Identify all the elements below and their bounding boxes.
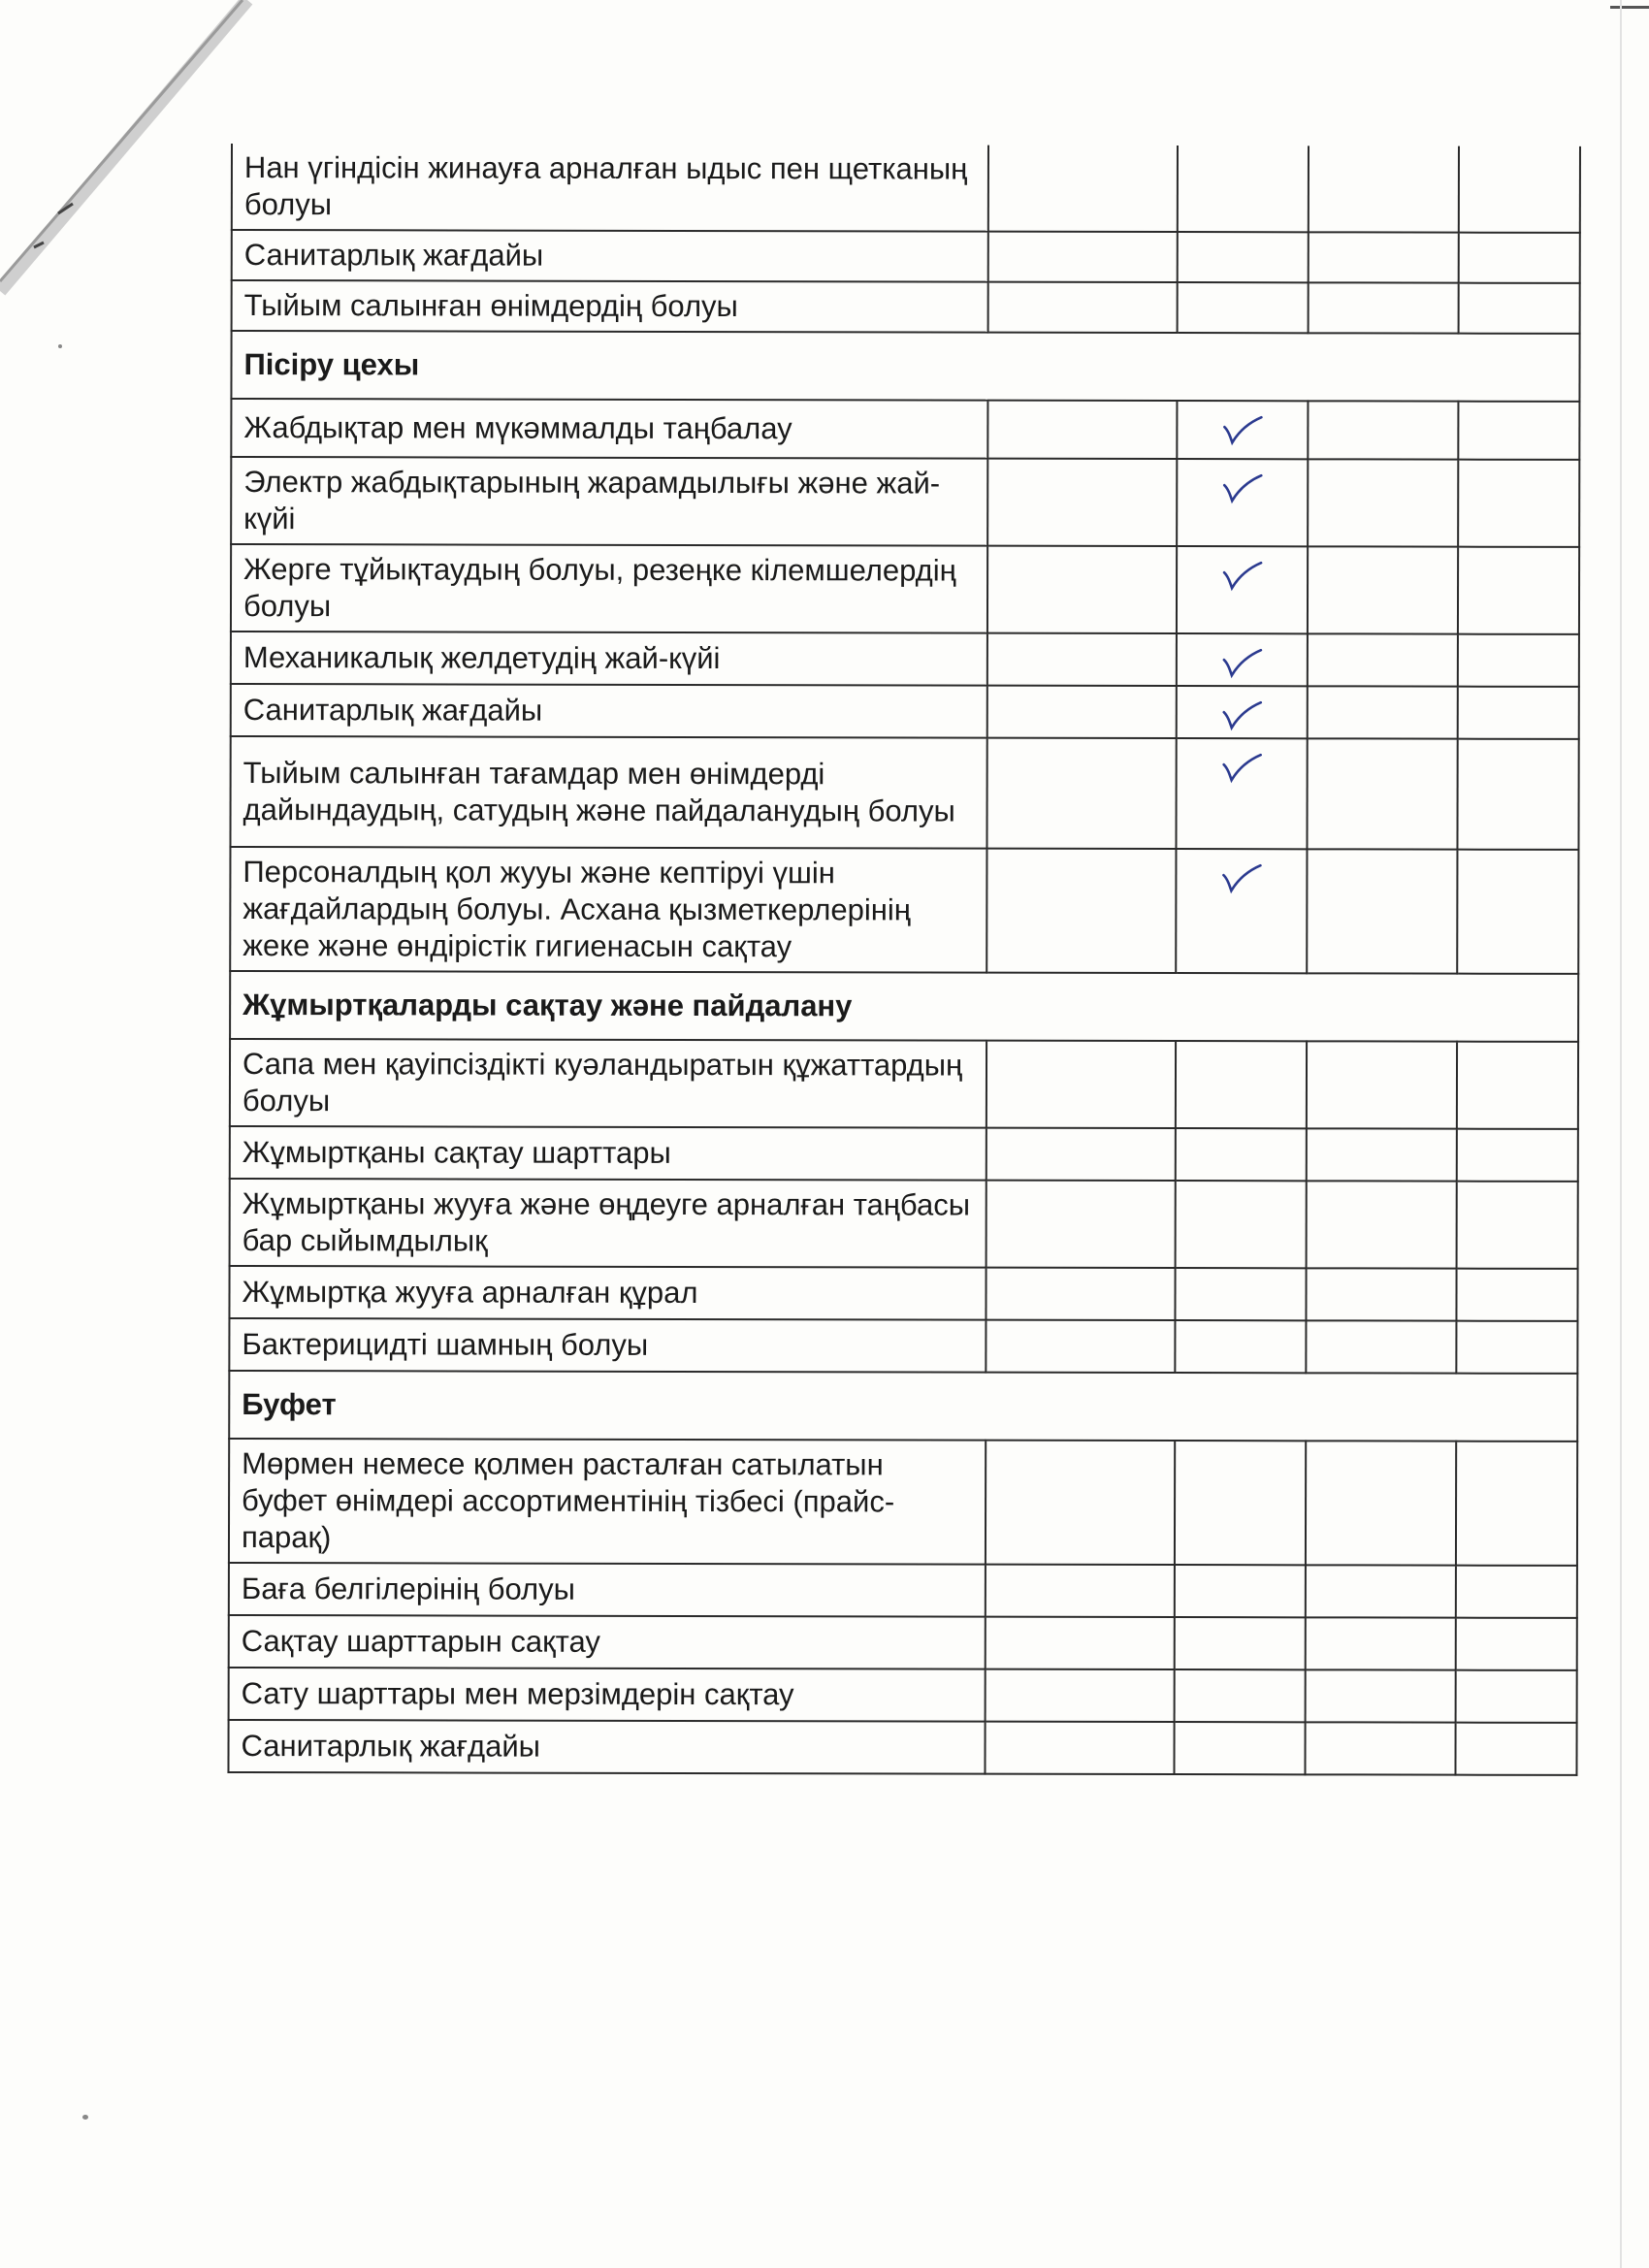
mark-cell-col-4[interactable] [1456,1566,1577,1618]
mark-cell-col-1[interactable] [988,146,1178,232]
section-title: Буфет [229,1371,1577,1442]
mark-cell-col-2[interactable] [1175,1268,1306,1320]
mark-cell-col-2[interactable] [1178,282,1309,333]
mark-cell-col-1[interactable] [986,1128,1176,1181]
mark-cell-col-3[interactable] [1309,282,1459,333]
mark-cell-col-3[interactable] [1306,1565,1456,1617]
checklist-row [230,1126,1578,1182]
mark-cell-col-3[interactable] [1308,401,1458,459]
requirement-text: Электр жабдықтарының жарамдылығы және жай-күйі [231,457,987,546]
mark-cell-col-1[interactable] [986,1441,1175,1565]
checklist-row [231,684,1579,739]
mark-cell-col-2[interactable] [1177,459,1308,546]
mark-cell-col-4[interactable] [1455,1723,1576,1775]
mark-cell-col-4[interactable] [1459,233,1580,283]
mark-cell-col-2[interactable] [1175,1617,1306,1669]
mark-cell-col-4[interactable] [1456,1670,1577,1723]
requirement-text: Персоналдың қол жууы және кептіруі үшін жағдайлардың болуы. Асхана қызметкерлерінің жеке және өндірістік гигиенасын сақтау [230,847,986,973]
mark-cell-col-2[interactable] [1176,1128,1307,1181]
mark-cell-col-1[interactable] [986,1181,1176,1268]
mark-cell-col-1[interactable] [986,1268,1175,1320]
mark-cell-col-4[interactable] [1457,1042,1578,1129]
mark-cell-col-2[interactable] [1178,146,1309,232]
checklist-row [232,230,1580,283]
requirement-text: Нан үгіндісін жинауға арналған ыдыс пен щетканың болуы [232,144,988,232]
mark-cell-col-2[interactable] [1176,1041,1307,1128]
mark-cell-col-2[interactable] [1178,232,1309,282]
mark-cell-col-3[interactable] [1306,1268,1456,1320]
mark-cell-col-4[interactable] [1457,739,1578,850]
mark-cell-col-4[interactable] [1458,460,1579,547]
mark-cell-col-1[interactable] [987,459,1177,546]
checklist-row [231,399,1579,460]
mark-cell-col-2[interactable] [1175,1320,1306,1373]
mark-cell-col-1[interactable] [987,686,1177,738]
mark-cell-col-1[interactable] [986,849,1176,973]
mark-cell-col-1[interactable] [985,1722,1174,1774]
mark-cell-col-3[interactable] [1309,146,1459,232]
checklist-row [231,457,1579,547]
mark-cell-col-3[interactable] [1307,1181,1457,1268]
requirement-text: Сапа мен қауіпсіздікті куәландыратын құжаттардың болуы [230,1039,986,1128]
mark-cell-col-4[interactable] [1457,850,1578,974]
section-title: Пісіру цехы [231,331,1579,402]
page-edge-shadow [1620,0,1622,2268]
mark-cell-col-4[interactable] [1458,687,1579,739]
mark-cell-col-2[interactable] [1175,1441,1306,1565]
requirement-text: Санитарлық жағдайы [232,230,988,282]
handwritten-check-icon [1220,751,1263,784]
mark-cell-col-2[interactable] [1175,1669,1306,1722]
mark-cell-col-4[interactable] [1456,1442,1577,1566]
checklist-row [231,632,1579,687]
mark-cell-col-2[interactable] [1176,849,1307,973]
requirement-text: Мөрмен немесе қолмен расталған сатылатын буфет өнімдері ассортиментінің тізбесі (прайс-парақ) [229,1439,986,1565]
requirement-text: Тыйым салынған өнімдердің болуы [232,280,988,333]
mark-cell-col-3[interactable] [1308,459,1458,546]
mark-cell-col-1[interactable] [988,282,1178,333]
requirement-text: Механикалық желдетудің жай-күйі [231,632,987,686]
requirement-text: Жерге тұйықтаудың болуы, резеңке кілемшелердің болуы [231,544,987,633]
scan-speck [58,344,62,348]
mark-cell-col-1[interactable] [987,401,1177,459]
scan-fold-mark [0,0,262,320]
requirement-text: Сақтау шарттарын сақтау [229,1615,986,1669]
handwritten-check-icon [1220,646,1263,679]
checklist-row [230,847,1578,974]
mark-cell-col-3[interactable] [1306,1441,1456,1565]
mark-cell-col-1[interactable] [986,1320,1175,1373]
requirement-text: Бактерицидті шамның болуы [229,1318,986,1373]
handwritten-check-icon [1220,698,1263,731]
requirement-text: Жабдықтар мен мүкәммалды таңбалау [231,399,987,459]
scan-speck [82,2115,88,2120]
section-title: Жұмыртқаларды сақтау және пайдалану [230,971,1578,1042]
mark-cell-col-4[interactable] [1458,547,1579,634]
mark-cell-col-3[interactable] [1307,1128,1457,1181]
mark-cell-col-4[interactable] [1458,634,1579,687]
section-header-row [231,331,1579,402]
checklist-row [232,144,1580,233]
requirement-text: Жұмыртқа жууға арналған құрал [229,1266,986,1320]
mark-cell-col-4[interactable] [1456,1269,1577,1321]
checklist-row [228,1720,1576,1775]
mark-cell-col-4[interactable] [1458,402,1579,460]
mark-cell-col-2[interactable] [1177,546,1308,633]
mark-cell-col-4[interactable] [1459,146,1580,233]
requirement-text: Санитарлық жағдайы [228,1720,985,1774]
handwritten-check-icon [1219,861,1262,894]
mark-cell-col-1[interactable] [987,546,1177,633]
mark-cell-col-4[interactable] [1459,283,1580,334]
section-header-row [229,1371,1577,1442]
requirement-text: Тыйым салынған тағамдар мен өнімдерді дайындаудың, сатудың және пайдаланудың болуы [230,736,986,849]
mark-cell-col-2[interactable] [1177,401,1308,459]
mark-cell-col-2[interactable] [1176,1181,1307,1268]
mark-cell-col-4[interactable] [1457,1129,1578,1182]
requirement-text: Сату шарттары мен мерзімдерін сақтау [229,1668,986,1722]
mark-cell-col-3[interactable] [1308,546,1458,633]
requirement-text: Санитарлық жағдайы [231,684,987,738]
mark-cell-col-1[interactable] [986,1669,1175,1722]
handwritten-check-icon [1220,471,1263,504]
mark-cell-col-1[interactable] [988,232,1178,282]
checklist-row [230,1179,1578,1269]
mark-cell-col-3[interactable] [1306,1669,1456,1722]
mark-cell-col-1[interactable] [986,1617,1175,1669]
checklist-row [230,736,1578,850]
mark-cell-col-1[interactable] [986,1041,1176,1128]
mark-cell-col-4[interactable] [1456,1321,1577,1374]
checklist-row [229,1439,1577,1566]
mark-cell-col-2[interactable] [1177,633,1308,686]
mark-cell-col-2[interactable] [1175,1565,1306,1617]
inspection-checklist-table [227,144,1581,1776]
mark-cell-col-4[interactable] [1456,1618,1577,1670]
checklist-row [232,280,1580,334]
mark-cell-col-3[interactable] [1307,849,1457,973]
requirement-text: Баға белгілерінің болуы [229,1563,986,1617]
handwritten-check-icon [1220,413,1263,446]
scan-edge-mark [1610,6,1649,9]
mark-cell-col-2[interactable] [1177,686,1308,738]
mark-cell-col-3[interactable] [1307,1041,1457,1128]
checklist-row [230,1039,1578,1129]
mark-cell-col-3[interactable] [1308,633,1458,686]
requirement-text: Жұмыртқаны сақтау шарттары [230,1126,986,1181]
section-header-row [230,971,1578,1042]
checklist-row [229,1318,1577,1374]
mark-cell-col-1[interactable] [987,633,1177,686]
handwritten-check-icon [1220,559,1263,592]
mark-cell-col-4[interactable] [1457,1182,1578,1269]
mark-cell-col-3[interactable] [1308,686,1458,738]
mark-cell-col-3[interactable] [1309,232,1459,282]
mark-cell-col-3[interactable] [1306,1320,1456,1373]
mark-cell-col-1[interactable] [986,1565,1175,1617]
checklist-row [229,1615,1577,1670]
mark-cell-col-3[interactable] [1306,1617,1456,1669]
mark-cell-col-2[interactable] [1174,1722,1305,1774]
requirement-text: Жұмыртқаны жууға және өңдеуге арналған таңбасы бар сыйымдылық [230,1179,986,1268]
mark-cell-col-3[interactable] [1305,1722,1455,1774]
mark-cell-col-3[interactable] [1307,738,1457,849]
checklist-row [229,1563,1577,1618]
checklist-row [231,544,1579,634]
mark-cell-col-1[interactable] [986,738,1176,849]
checklist-row [229,1668,1577,1723]
mark-cell-col-2[interactable] [1176,738,1307,849]
checklist-row [229,1266,1577,1321]
